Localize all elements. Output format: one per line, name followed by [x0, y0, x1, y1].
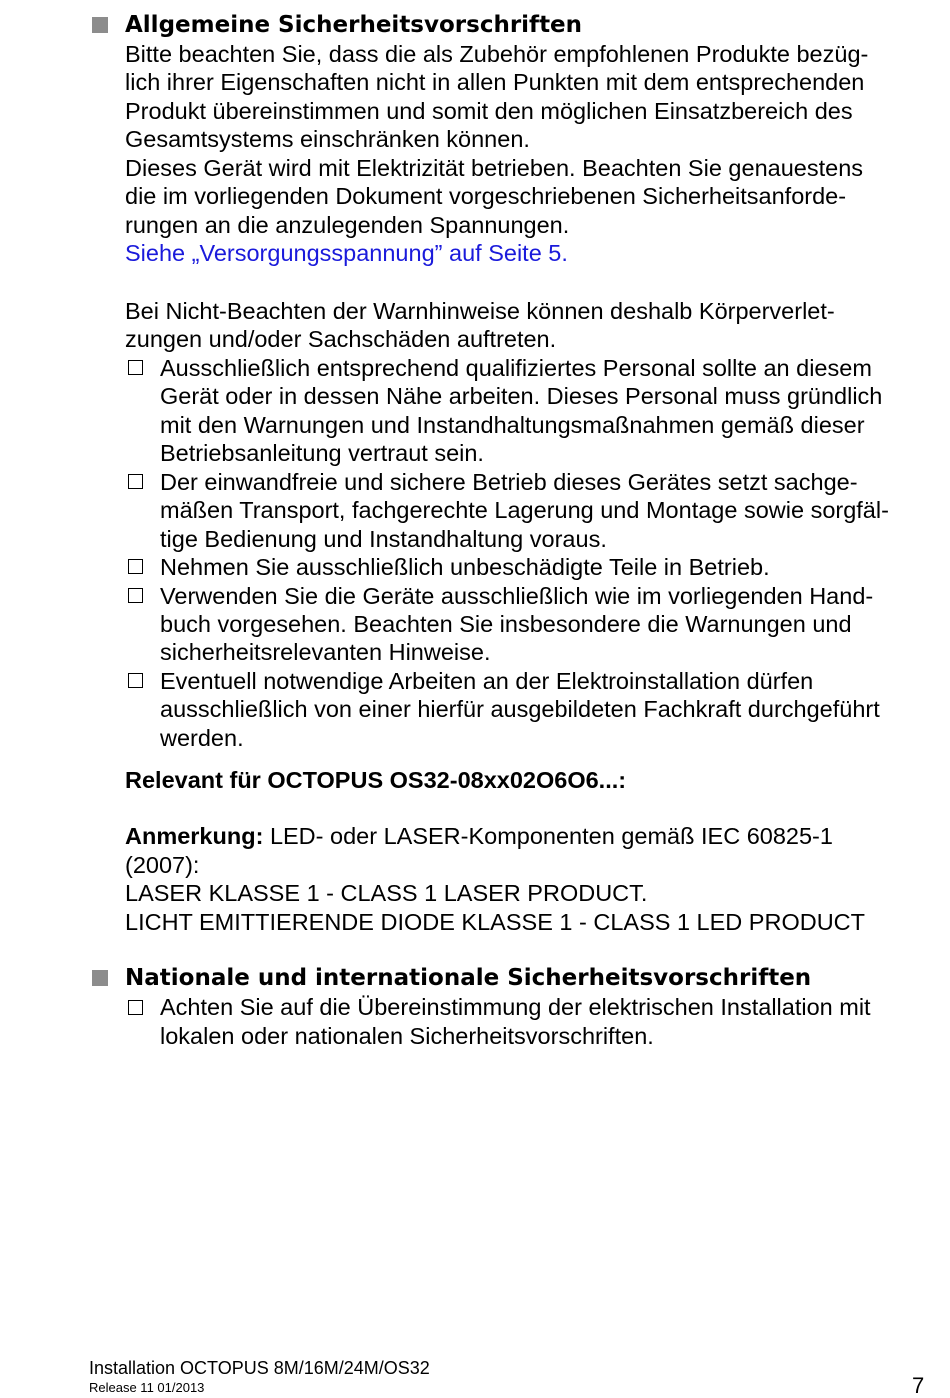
section-bullet-square — [92, 970, 108, 986]
note-line: LICHT EMITTIERENDE DIODE KLASSE 1 - CLASS 1 LED PRODUCT — [125, 909, 865, 935]
note-text: LED- oder LASER-Komponenten gemäß IEC 60825-1 — [269, 823, 833, 849]
bullet-text-line: Eventuell notwendige Arbeiten an der Elektroinstallation dürfen — [160, 668, 814, 694]
footer-title: Installation OCTOPUS 8M/16M/24M/OS32 — [89, 1358, 430, 1378]
bullet-box-icon — [128, 588, 143, 603]
relevant-heading: Relevant für OCTOPUS OS32-08xx02O6O6...: — [125, 767, 627, 793]
bullet-text-line: buch vorgesehen. Beachten Sie insbesondere die Warnungen und — [160, 611, 852, 637]
bullet-box-icon — [128, 1000, 143, 1015]
body-text-line: Bei Nicht-Beachten der Warnhinweise können deshalb Körperverlet- — [125, 298, 835, 324]
bullet-text-line: Der einwandfreie und sichere Betrieb dieses Gerätes setzt sachge- — [160, 469, 858, 495]
bullet-text-line: sicherheitsrelevanten Hinweise. — [160, 639, 491, 665]
section-heading: Nationale und internationale Sicherheitsvorschriften — [125, 965, 812, 991]
bullet-text-line: Betriebsanleitung vertraut sein. — [160, 440, 484, 466]
bullet-text-line: mit den Warnungen und Instandhaltungsmaßnahmen gemäß dieser — [160, 412, 865, 438]
body-text-line: lich ihrer Eigenschaften nicht in allen Punkten mit dem entsprechenden — [125, 69, 865, 95]
body-text-line: zungen und/oder Sachschäden auftreten. — [125, 326, 557, 352]
bullet-text-line: werden. — [160, 725, 244, 751]
note-line: LASER KLASSE 1 - CLASS 1 LASER PRODUCT. — [125, 880, 648, 906]
bullet-text-line: lokalen oder nationalen Sicherheitsvorschriften. — [160, 1023, 654, 1049]
section-bullet-square — [92, 17, 108, 33]
bullet-text-line: Ausschließlich entsprechend qualifiziertes Personal sollte an diesem — [160, 355, 872, 381]
bullet-text-line: Achten Sie auf die Übereinstimmung der elektrischen Installation mit — [160, 994, 871, 1020]
note-line — [125, 822, 833, 851]
body-text-line: rungen an die anzulegenden Spannungen. — [125, 212, 570, 238]
body-text-line: Produkt übereinstimmen und somit den möglichen Einsatzbereich des — [125, 98, 853, 124]
bullet-text-line: ausschließlich von einer hierfür ausgebildeten Fachkraft durchgeführt — [160, 696, 880, 722]
bullet-text-line: Gerät oder in dessen Nähe arbeiten. Dieses Personal muss gründlich — [160, 383, 883, 409]
section-heading: Allgemeine Sicherheitsvorschriften — [125, 12, 583, 38]
bullet-box-icon — [128, 474, 143, 489]
body-text-line: Bitte beachten Sie, dass die als Zubehör empfohlenen Produkte bezüg- — [125, 41, 869, 67]
footer-release: Release 11 01/2013 — [89, 1380, 205, 1395]
note-label: Anmerkung: — [125, 823, 264, 849]
body-text-line: Gesamtsystems einschränken können. — [125, 126, 530, 152]
page-number: 7 — [912, 1373, 925, 1398]
cross-reference-link[interactable]: Siehe „Versorgungsspannung” auf Seite 5. — [125, 240, 568, 266]
body-text-line: die im vorliegenden Dokument vorgeschriebenen Sicherheitsanforde- — [125, 183, 847, 209]
bullet-text-line: mäßen Transport, fachgerechte Lagerung und Montage sowie sorgfäl- — [160, 497, 889, 523]
note-line: (2007): — [125, 852, 200, 878]
bullet-box-icon — [128, 360, 143, 375]
bullet-box-icon — [128, 559, 143, 574]
bullet-text-line: Nehmen Sie ausschließlich unbeschädigte Teile in Betrieb. — [160, 554, 770, 580]
bullet-text-line: Verwenden Sie die Geräte ausschließlich wie im vorliegenden Hand- — [160, 583, 874, 609]
body-text-line: Dieses Gerät wird mit Elektrizität betrieben. Beachten Sie genauestens — [125, 155, 864, 181]
bullet-text-line: tige Bedienung und Instandhaltung voraus. — [160, 526, 607, 552]
bullet-box-icon — [128, 673, 143, 688]
